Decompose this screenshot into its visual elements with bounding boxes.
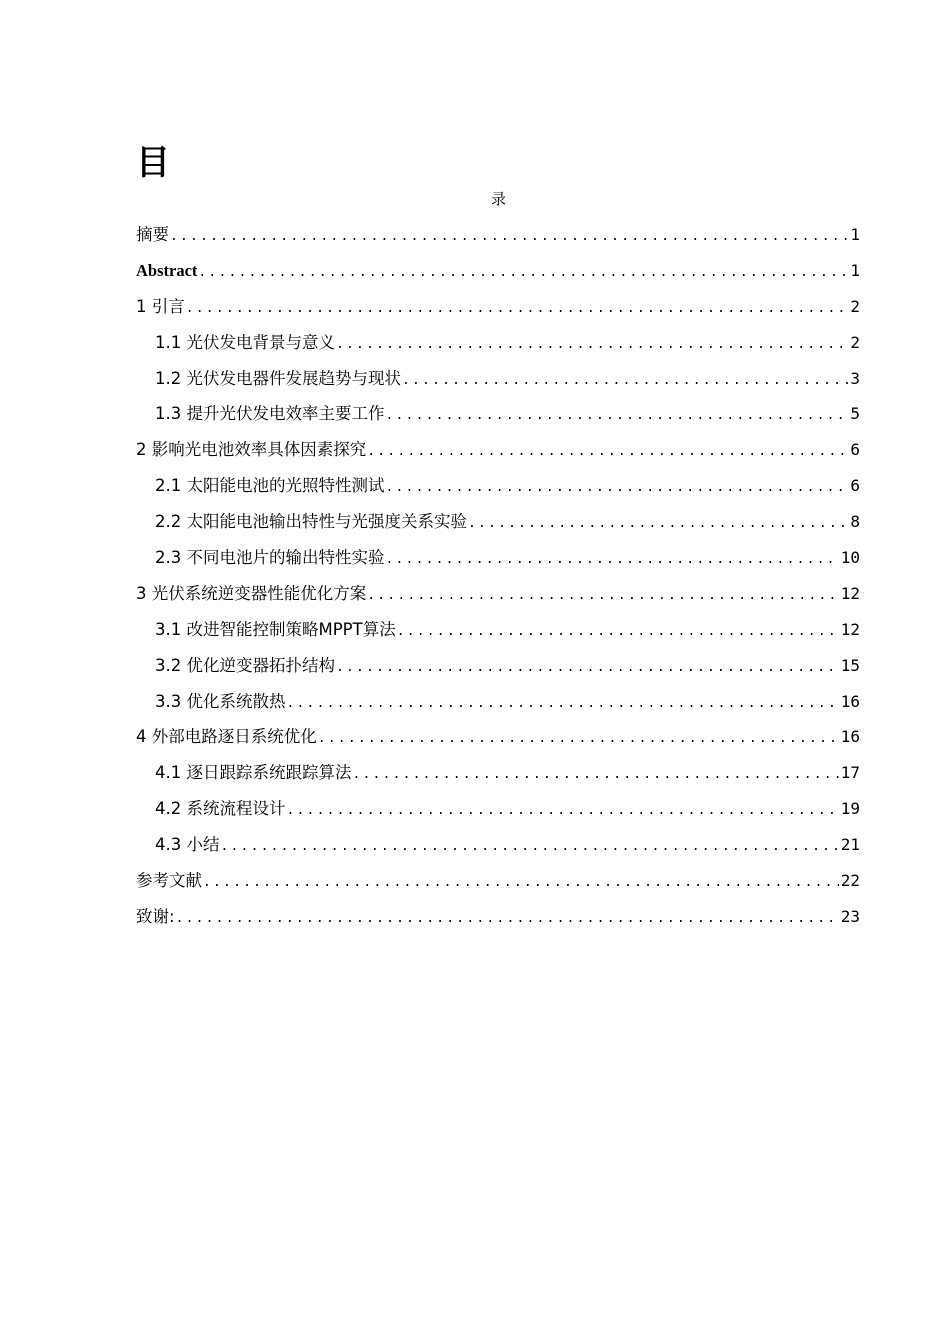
toc-entry-page-number: 6 xyxy=(850,476,860,496)
toc-entry[interactable] xyxy=(136,217,860,253)
toc-entry-label: 4.3 小结 xyxy=(155,835,220,855)
toc-entry[interactable] xyxy=(136,504,860,540)
toc-entry[interactable] xyxy=(136,719,860,755)
toc-leader-dots xyxy=(170,219,848,253)
toc-entry-label: 致谢: xyxy=(136,906,175,926)
toc-entry[interactable] xyxy=(136,576,860,612)
toc-entry[interactable] xyxy=(136,361,860,397)
toc-entry-page-number: 1 xyxy=(850,260,860,280)
toc-entry[interactable] xyxy=(136,253,860,289)
toc-entry[interactable] xyxy=(136,755,860,791)
toc-entry[interactable] xyxy=(136,289,860,325)
toc-entry-label: 1.2 光伏发电器件发展趋势与现状 xyxy=(155,368,401,388)
toc-entry[interactable] xyxy=(136,827,860,863)
toc-leader-dots xyxy=(353,757,839,791)
toc-entry-label: 参考文献 xyxy=(136,871,202,891)
toc-entry[interactable] xyxy=(136,684,860,720)
toc-entry[interactable] xyxy=(136,468,860,504)
toc-entry-label: 2.1 太阳能电池的光照特性测试 xyxy=(155,476,385,496)
toc-leader-dots xyxy=(367,434,848,468)
toc-leader-dots xyxy=(176,901,839,935)
toc-entry-page-number: 16 xyxy=(840,691,860,711)
toc-entry[interactable] xyxy=(136,540,860,576)
toc-entry-page-number: 23 xyxy=(840,906,860,926)
toc-entry-label: 2 影响光电池效率具体因素探究 xyxy=(136,440,367,460)
toc-entry-label: 3.3 优化系统散热 xyxy=(155,691,286,711)
toc-entry-label: Abstract xyxy=(136,260,198,280)
toc-entry[interactable] xyxy=(136,325,860,361)
toc-leader-dots xyxy=(287,686,839,720)
toc-leader-dots xyxy=(386,470,849,504)
toc-entry[interactable] xyxy=(136,612,860,648)
toc-entry-page-number: 10 xyxy=(840,548,860,568)
toc-entry-page-number: 1 xyxy=(850,225,860,244)
toc-entry-page-number: 5 xyxy=(850,404,860,424)
toc-leader-dots xyxy=(318,721,839,755)
toc-entry[interactable] xyxy=(136,396,860,432)
toc-leader-dots xyxy=(386,398,849,432)
toc-entry[interactable] xyxy=(136,863,860,899)
toc-entry-label: 3 光伏系统逆变器性能优化方案 xyxy=(136,583,367,603)
toc-title-char-2: 录 xyxy=(490,190,506,208)
toc-entry-label: 摘要 xyxy=(136,225,169,244)
toc-entry[interactable] xyxy=(136,899,860,935)
toc-entry-page-number: 3 xyxy=(850,368,860,388)
toc-title-char-1: 目 xyxy=(136,143,170,183)
toc-entry-page-number: 21 xyxy=(840,835,860,855)
toc-leader-dots xyxy=(203,865,839,899)
toc-leader-dots xyxy=(386,542,839,576)
table-of-contents xyxy=(136,217,860,935)
toc-entry-page-number: 12 xyxy=(840,583,860,603)
toc-leader-dots xyxy=(287,793,839,827)
toc-entry-label: 1.3 提升光伏发电效率主要工作 xyxy=(155,404,385,424)
toc-entry[interactable] xyxy=(136,432,860,468)
toc-entry-label: 2.3 不同电池片的输出特性实验 xyxy=(155,548,385,568)
toc-entry-label: 3.2 优化逆变器拓扑结构 xyxy=(155,655,335,675)
toc-entry-page-number: 17 xyxy=(840,763,860,783)
toc-entry-page-number: 2 xyxy=(850,332,860,352)
toc-entry-page-number: 19 xyxy=(840,799,860,819)
toc-entry-page-number: 15 xyxy=(840,655,860,675)
toc-entry-page-number: 22 xyxy=(840,871,860,891)
toc-leader-dots xyxy=(468,506,848,540)
toc-leader-dots xyxy=(402,363,848,397)
toc-entry-label: 2.2 太阳能电池输出特性与光强度关系实验 xyxy=(155,512,467,532)
toc-entry-page-number: 2 xyxy=(850,296,860,316)
toc-leader-dots xyxy=(221,829,839,863)
toc-leader-dots xyxy=(397,614,839,648)
toc-entry-page-number: 12 xyxy=(840,619,860,639)
toc-leader-dots xyxy=(336,327,848,361)
toc-entry-label: 4 外部电路逐日系统优化 xyxy=(136,727,317,747)
toc-entry-label: 1.1 光伏发电背景与意义 xyxy=(155,332,335,352)
toc-leader-dots xyxy=(198,255,848,289)
toc-leader-dots xyxy=(186,291,849,325)
toc-entry[interactable] xyxy=(136,648,860,684)
toc-entry-label: 1 引言 xyxy=(136,296,185,316)
toc-entry[interactable] xyxy=(136,791,860,827)
toc-entry-page-number: 8 xyxy=(850,512,860,532)
toc-entry-label: 4.1 逐日跟踪系统跟踪算法 xyxy=(155,763,352,783)
toc-entry-page-number: 16 xyxy=(840,727,860,747)
toc-leader-dots xyxy=(336,650,839,684)
toc-entry-page-number: 6 xyxy=(850,440,860,460)
toc-entry-label: 4.2 系统流程设计 xyxy=(155,799,286,819)
toc-leader-dots xyxy=(367,578,838,612)
toc-entry-label: 3.1 改进智能控制策略MPPT算法 xyxy=(155,619,396,639)
